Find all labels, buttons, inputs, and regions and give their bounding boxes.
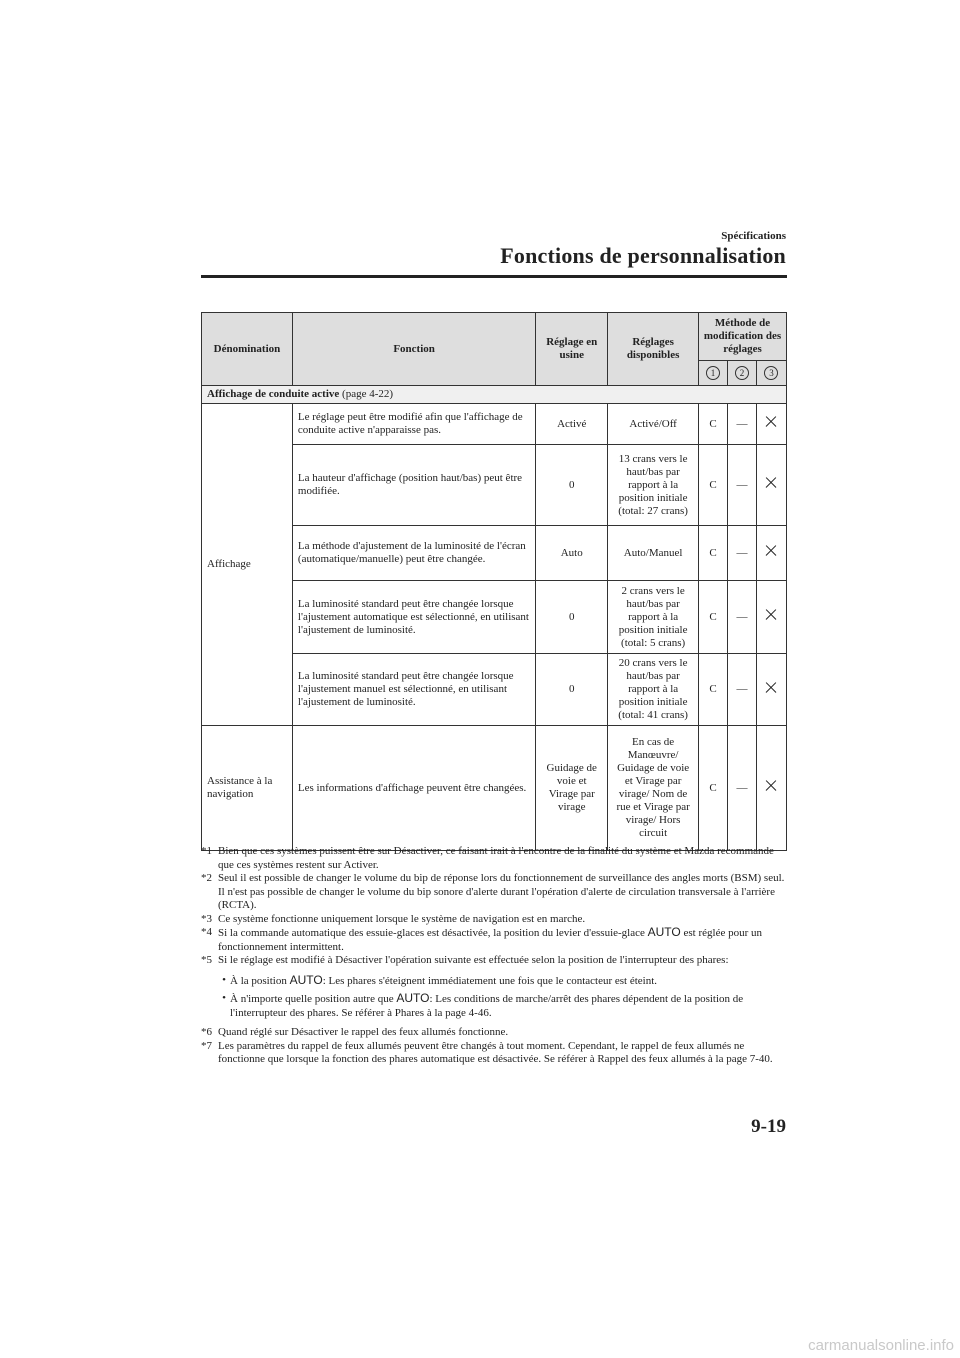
cross-icon — [765, 416, 777, 428]
method-2-cell: — — [728, 726, 757, 851]
footnote-5-bullets — [218, 974, 791, 1021]
footnote-text: est réglée pour un fonctionnement intermittent. — [218, 927, 762, 953]
footnote-num: *3 — [201, 912, 212, 925]
list-item — [218, 974, 791, 989]
footnote-6 — [201, 1026, 791, 1040]
method-2-cell: — — [728, 654, 757, 726]
footnote-5 — [201, 954, 791, 968]
col-reglage-usine: Réglage en usine — [536, 313, 608, 386]
method-3-icon: 3 — [764, 366, 778, 380]
auto-symbol: AUTO — [647, 925, 681, 939]
usine-cell: 0 — [536, 581, 608, 654]
fonction-cell: La méthode d'ajustement de la luminosité de l'écran (automatique/manuelle) peut être changée. — [292, 526, 535, 581]
method-1-cell: C — [699, 445, 728, 526]
customization-table — [201, 312, 787, 851]
watermark: carmanualsonline.info — [808, 1337, 954, 1354]
fonction-cell: La luminosité standard peut être changée lorsque l'ajustement automatique est sélectionné, en utilisant l'ajustement de luminosité. — [292, 581, 535, 654]
footnote-text: Ce système fonctionne uniquement lorsque le système de navigation est en marche. — [218, 912, 586, 925]
method-1-cell: C — [699, 581, 728, 654]
footnote-num: *5 — [201, 954, 212, 966]
dispo-cell: En cas de Manœuvre/ Guidage de voie et Virage par virage/ Nom de rue et Virage par virage/ Hors circuit — [608, 726, 699, 851]
method-2-cell: — — [728, 404, 757, 445]
footnote-num: *1 — [201, 845, 212, 857]
method-2-cell: — — [728, 445, 757, 526]
table-header-row — [202, 313, 787, 361]
usine-cell: Guidage de voie et Virage par virage — [536, 726, 608, 851]
footnote-num: *7 — [201, 1039, 212, 1052]
method-2-cell: — — [728, 581, 757, 654]
bullet-icon: • — [222, 992, 226, 1004]
usine-cell: Activé — [536, 404, 608, 445]
cross-icon — [765, 545, 777, 557]
dispo-cell: 2 crans vers le haut/bas par rapport à la position initiale (total: 5 crans) — [608, 581, 699, 654]
fonction-cell: Les informations d'affichage peuvent être changées. — [292, 726, 535, 851]
cross-icon — [765, 477, 777, 489]
table-row — [202, 404, 787, 445]
method-2-cell: — — [728, 526, 757, 581]
bullet-text: : Les conditions de marche/arrêt des phares dépendent de la position de l'interrupteur des phares. Se référer à Phares à la page 4-46. — [230, 993, 744, 1019]
footnote-2 — [201, 872, 791, 913]
footnote-7 — [201, 1040, 791, 1067]
col-reglages-disponibles: Réglages disponibles — [608, 313, 699, 386]
method-1-cell: C — [699, 526, 728, 581]
bullet-text: À la position — [230, 974, 287, 987]
cross-icon — [765, 780, 777, 792]
usine-cell: Auto — [536, 526, 608, 581]
method-1-cell: C — [699, 726, 728, 851]
method-1-cell: C — [699, 404, 728, 445]
footnotes — [201, 845, 791, 1067]
cross-icon — [765, 682, 777, 694]
dispo-cell: 20 crans vers le haut/bas par rapport à la position initiale (total: 41 crans) — [608, 654, 699, 726]
footnote-num: *6 — [201, 1026, 212, 1038]
usine-cell: 0 — [536, 445, 608, 526]
fonction-cell: La hauteur d'affichage (position haut/bas) peut être modifiée. — [292, 445, 535, 526]
cross-icon — [765, 609, 777, 621]
method-1-cell: C — [699, 654, 728, 726]
section-ref: (page 4-22) — [342, 388, 394, 400]
footnote-text: Quand réglé sur Désactiver le rappel des feux allumés fonctionne. — [218, 1026, 509, 1038]
bullet-text: À n'importe quelle position autre que — [230, 993, 394, 1005]
dispo-cell: Auto/Manuel — [608, 526, 699, 581]
footnote-text: Les paramètres du rappel de feux allumés peuvent être changés à tout moment. Cependant, le rappel de feux allumés ne fonctionne que lorsque la fonction des phares automatique est désactivée. Se référer à Rappel des feux allumés à la page 7-40. — [218, 1039, 773, 1065]
table-row — [202, 726, 787, 851]
group-name: Affichage — [202, 404, 293, 726]
title-rule — [201, 275, 787, 278]
footnote-num: *4 — [201, 926, 212, 938]
footnote-3 — [201, 913, 791, 927]
dispo-cell: Activé/Off — [608, 404, 699, 445]
col-fonction: Fonction — [292, 313, 535, 386]
method-2-icon: 2 — [735, 366, 749, 380]
footnote-1 — [201, 845, 791, 872]
page-number: 9-19 — [751, 1116, 786, 1137]
section-name: Affichage de conduite active — [207, 388, 340, 400]
bullet-icon: • — [222, 973, 226, 986]
fonction-cell: La luminosité standard peut être changée lorsque l'ajustement manuel est sélectionné, en utilisant l'ajustement de luminosité. — [292, 654, 535, 726]
usine-cell: 0 — [536, 654, 608, 726]
footnote-4 — [201, 926, 791, 954]
group-name: Assistance à la navigation — [202, 726, 293, 851]
col-methode: Méthode de modification des réglages — [699, 313, 787, 361]
dispo-cell: 13 crans vers le haut/bas par rapport à la position initiale (total: 27 crans) — [608, 445, 699, 526]
list-item — [218, 992, 791, 1020]
section-row — [202, 386, 787, 404]
auto-symbol: AUTO — [289, 972, 323, 987]
page-title: Fonctions de personnalisation — [500, 243, 786, 268]
fonction-cell: Le réglage peut être modifié afin que l'affichage de conduite active n'apparaisse pas. — [292, 404, 535, 445]
footnote-text: Bien que ces systèmes puissent être sur Désactiver, ce faisant irait à l'encontre de la finalité du système et Mazda recommande que ces systèmes restent sur Activer. — [218, 845, 774, 871]
footnote-text: Si la commande automatique des essuie-glaces est désactivée, la position du levier d'essuie-glace — [218, 927, 645, 939]
bullet-text: : Les phares s'éteignent immédiatement une fois que le contacteur est éteint. — [322, 974, 658, 987]
section-label: Spécifications — [721, 230, 786, 242]
footnote-text: Seul il est possible de changer le volume du bip de réponse lors du fonctionnement de surveillance des angles morts (BSM) seul. Il n'est pas possible de changer le volume du bip sonore d'alerte durant l'opération d'alerte de circulation transversale à l'arrière (RCTA). — [218, 872, 785, 911]
method-1-icon: 1 — [706, 366, 720, 380]
col-denomination: Dénomination — [202, 313, 293, 386]
footnote-num: *2 — [201, 872, 212, 884]
auto-symbol: AUTO — [396, 991, 430, 1005]
footnote-text: Si le réglage est modifié à Désactiver l'opération suivante est effectuée selon la position de l'interrupteur des phares: — [218, 954, 729, 966]
